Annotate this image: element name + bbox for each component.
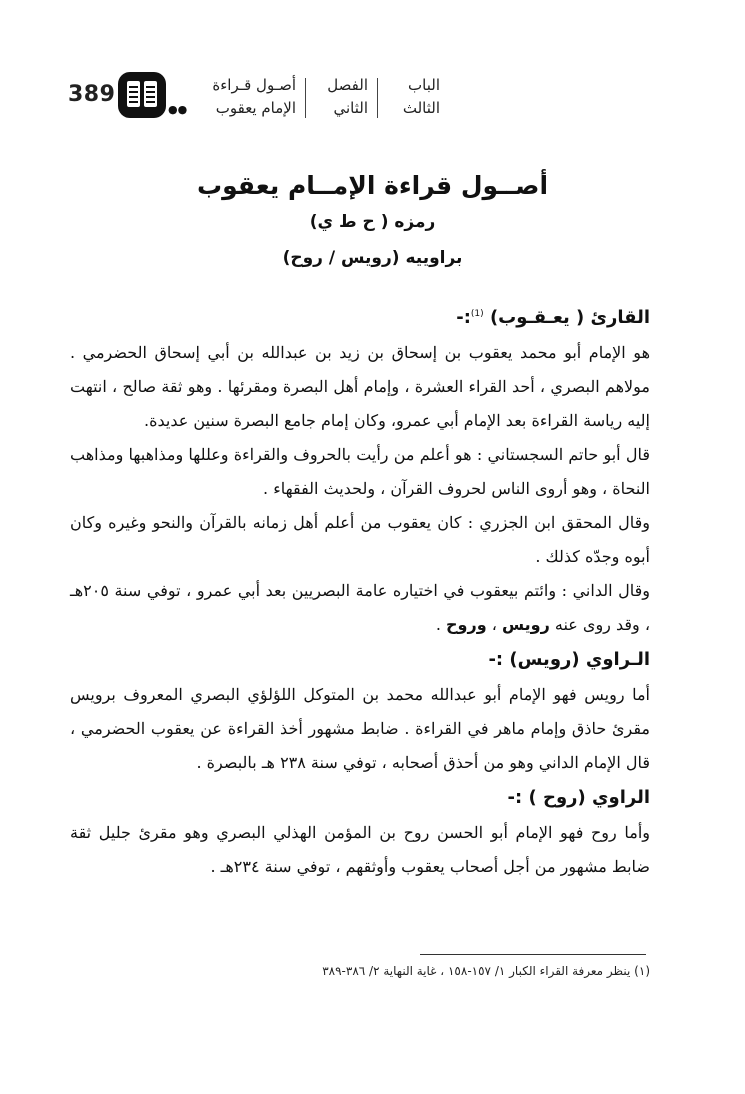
header-topic-line2: الإمام يعقوب	[215, 99, 296, 117]
header-part	[403, 74, 440, 120]
header-divider	[377, 78, 378, 118]
paragraph: قال أبو حاتم السجستاني : هو أعلم من رأيت بالحروف والقراءة وعللها ومذاهبها ومذاهب النحاة ، وهو أروى الناس لحروف القرآن ، ولحديث الفقهاء .	[70, 445, 650, 498]
header-chapter	[327, 74, 368, 120]
header-topic	[212, 74, 296, 120]
section-heading-text: الراوي (روح )	[528, 787, 650, 808]
page-title: أصــول قراءة الإمــام يعقوب	[196, 171, 549, 200]
header-topic-line1: أصـول قـراءة	[212, 76, 296, 94]
section-heading-text: القارئ ( يعـقـوب)	[489, 307, 650, 328]
main-text	[70, 296, 650, 884]
header-part-label: الباب	[408, 76, 440, 94]
section-heading-text: الـراوي (رويس)	[509, 649, 650, 670]
paragraph: وأما روح فهو الإمام أبو الحسن روح بن المؤمن الهذلي البصري وهو مقرئ جليل ثقة ضابط مشهور من أجل أصحاب يعقوب وأوثقهم ، توفي سنة ٢٣٤هـ .	[70, 823, 650, 876]
paragraph-text: وقال الداني : وائتم بيعقوب في اختياره عامة البصريين بعد أبي عمرو ، توفي سنة ٢٠٥هـ ، وقد روى عنه	[70, 581, 650, 634]
paragraph: أما رويس فهو الإمام أبو عبدالله محمد بن المتوكل اللؤلؤي البصري المعروف برويس مقرئ حاذق وإمام ماهر في القراءة . ضابط مشهور أخذ القراءة عن يعقوب الحضرمي ، قال الإمام الداني وهو من أحذق أصحابه ، توفي سنة ٢٣٨ هـ بالبصرة .	[70, 685, 650, 772]
decorative-dots-icon: ●●	[168, 103, 188, 116]
heading-suffix: :-	[488, 649, 504, 670]
book-left-page-shape	[127, 81, 140, 107]
header-chapter-value: الثاني	[333, 99, 368, 117]
narrator-name: رويس	[502, 615, 550, 634]
book-right-page-shape	[144, 81, 157, 107]
running-header	[60, 72, 440, 124]
paragraph	[70, 574, 650, 642]
heading-suffix: :-	[507, 787, 523, 808]
section-heading-reader	[70, 296, 650, 336]
book-icon	[118, 72, 166, 118]
header-part-value: الثالث	[402, 99, 440, 117]
title-block	[60, 168, 685, 276]
paragraph-text: ،	[486, 615, 502, 634]
footnote-divider	[420, 954, 646, 955]
heading-suffix: :-	[456, 307, 471, 328]
narrator-name: وروح	[446, 615, 487, 634]
section-heading-rawh	[70, 780, 650, 816]
paragraph: وقال المحقق ابن الجزري : كان يعقوب من أعلم أهل زمانه بالقرآن والنحو وغيره وكان أبوه وجدّه كذلك .	[70, 513, 650, 566]
footnote-reference: (1)	[470, 309, 484, 319]
page-number: 389	[68, 82, 116, 107]
narrators-line: براوييه (رويس / روح)	[282, 248, 463, 268]
paragraph: هو الإمام أبو محمد يعقوب بن إسحاق بن زيد بن عبدالله بن أبي إسحاق الحضرمي . مولاهم البصري ، أحد القراء العشرة ، وإمام أهل البصرة ومقرئها . وهو ثقة صالح ، انتهت إليه رياسة القراءة بعد الإمام أبي عمرو، وكان إمام جامع البصرة سنين عديدة.	[70, 343, 650, 430]
footnote: (١) ينظر معرفة القراء الكبار ١/ ١٥٧-١٥٨ ، غاية النهاية ٢/ ٣٨٦-٣٨٩	[322, 964, 650, 978]
reader-symbol: رمزه ( ح ط ي)	[309, 212, 436, 232]
header-divider	[305, 78, 306, 118]
header-chapter-label: الفصل	[327, 76, 368, 94]
section-heading-ruwais	[70, 642, 650, 678]
paragraph-text: .	[435, 615, 447, 634]
